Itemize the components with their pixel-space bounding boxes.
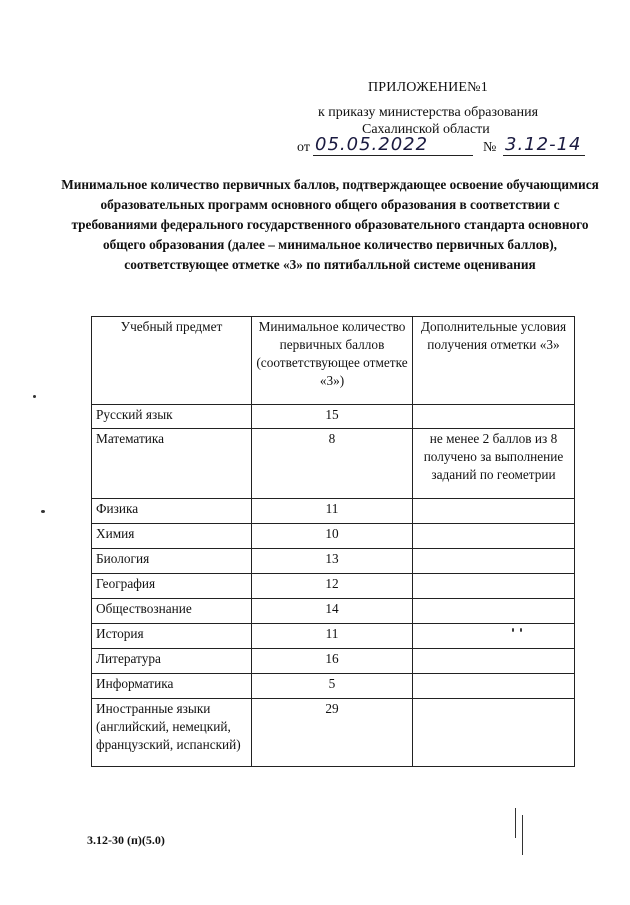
order-line-1: к приказу министерства образования	[318, 105, 539, 120]
subject-cell: Физика	[92, 499, 252, 524]
scan-speck	[512, 628, 514, 632]
condition-cell	[413, 524, 575, 549]
header-min-score: Минимальное количество первичных баллов (соответствующее отметке «3»)	[252, 317, 413, 405]
subject-cell: Литература	[92, 649, 252, 674]
condition-cell	[413, 405, 575, 429]
date-underline	[313, 155, 473, 156]
date-label: от	[297, 140, 310, 155]
condition-cell	[413, 699, 575, 767]
footer-code: 3.12-30 (п)(5.0)	[87, 833, 165, 847]
table-row	[92, 549, 575, 574]
scores-table	[91, 316, 575, 767]
header-subject: Учебный предмет	[92, 317, 252, 405]
table-row	[92, 624, 575, 649]
subject-cell: Математика	[92, 429, 252, 499]
scan-speck	[520, 628, 522, 632]
handwritten-number: 3.12-14	[505, 134, 582, 155]
condition-cell	[413, 649, 575, 674]
condition-cell	[413, 599, 575, 624]
scan-speck	[515, 808, 516, 838]
condition-cell	[413, 624, 575, 649]
subject-cell: Русский язык	[92, 405, 252, 429]
score-cell: 8	[252, 429, 413, 499]
subject-cell: Информатика	[92, 674, 252, 699]
table-row	[92, 599, 575, 624]
scan-speck	[33, 395, 36, 398]
table-row	[92, 405, 575, 429]
subject-cell: Иностранные языки (английский, немецкий, французский, испанский)	[92, 699, 252, 767]
table-row	[92, 574, 575, 599]
order-signature-row	[297, 134, 597, 160]
document-title: Минимальное количество первичных баллов, подтверждающее освоение обучающимися образовательных программ основного общего образования в соответствии с требованиями федерального государственного образовательного стандарта основного общего образования (далее – минимальное количество первичных баллов), соответствующее отметке «3» по пятибалльной системе оценивания	[61, 177, 599, 272]
condition-cell	[413, 674, 575, 699]
table-row	[92, 499, 575, 524]
score-cell: 16	[252, 649, 413, 674]
score-cell: 14	[252, 599, 413, 624]
subject-cell: История	[92, 624, 252, 649]
handwritten-date: 05.05.2022	[315, 134, 429, 155]
subject-cell: География	[92, 574, 252, 599]
score-cell: 5	[252, 674, 413, 699]
score-cell: 13	[252, 549, 413, 574]
score-cell: 11	[252, 499, 413, 524]
table-row	[92, 649, 575, 674]
score-cell: 10	[252, 524, 413, 549]
subject-cell: Обществознание	[92, 599, 252, 624]
annex-heading: ПРИЛОЖЕНИЕ№1	[368, 80, 488, 95]
score-cell: 29	[252, 699, 413, 767]
score-cell: 15	[252, 405, 413, 429]
subject-cell: Химия	[92, 524, 252, 549]
header-conditions: Дополнительные условия получения отметки «3»	[413, 317, 575, 405]
table-header-row	[92, 317, 575, 405]
condition-cell	[413, 549, 575, 574]
table-row	[92, 524, 575, 549]
condition-cell	[413, 499, 575, 524]
score-cell: 11	[252, 624, 413, 649]
score-cell: 12	[252, 574, 413, 599]
order-line-2: Сахалинской области	[362, 122, 490, 137]
table-row	[92, 699, 575, 767]
number-label: №	[483, 140, 497, 155]
condition-cell	[413, 574, 575, 599]
scan-speck	[41, 510, 45, 513]
scan-speck	[522, 815, 523, 855]
table-row	[92, 674, 575, 699]
table-row	[92, 429, 575, 499]
condition-cell: не менее 2 баллов из 8 получено за выполнение заданий по геометрии	[413, 429, 575, 499]
number-underline	[503, 155, 585, 156]
subject-cell: Биология	[92, 549, 252, 574]
